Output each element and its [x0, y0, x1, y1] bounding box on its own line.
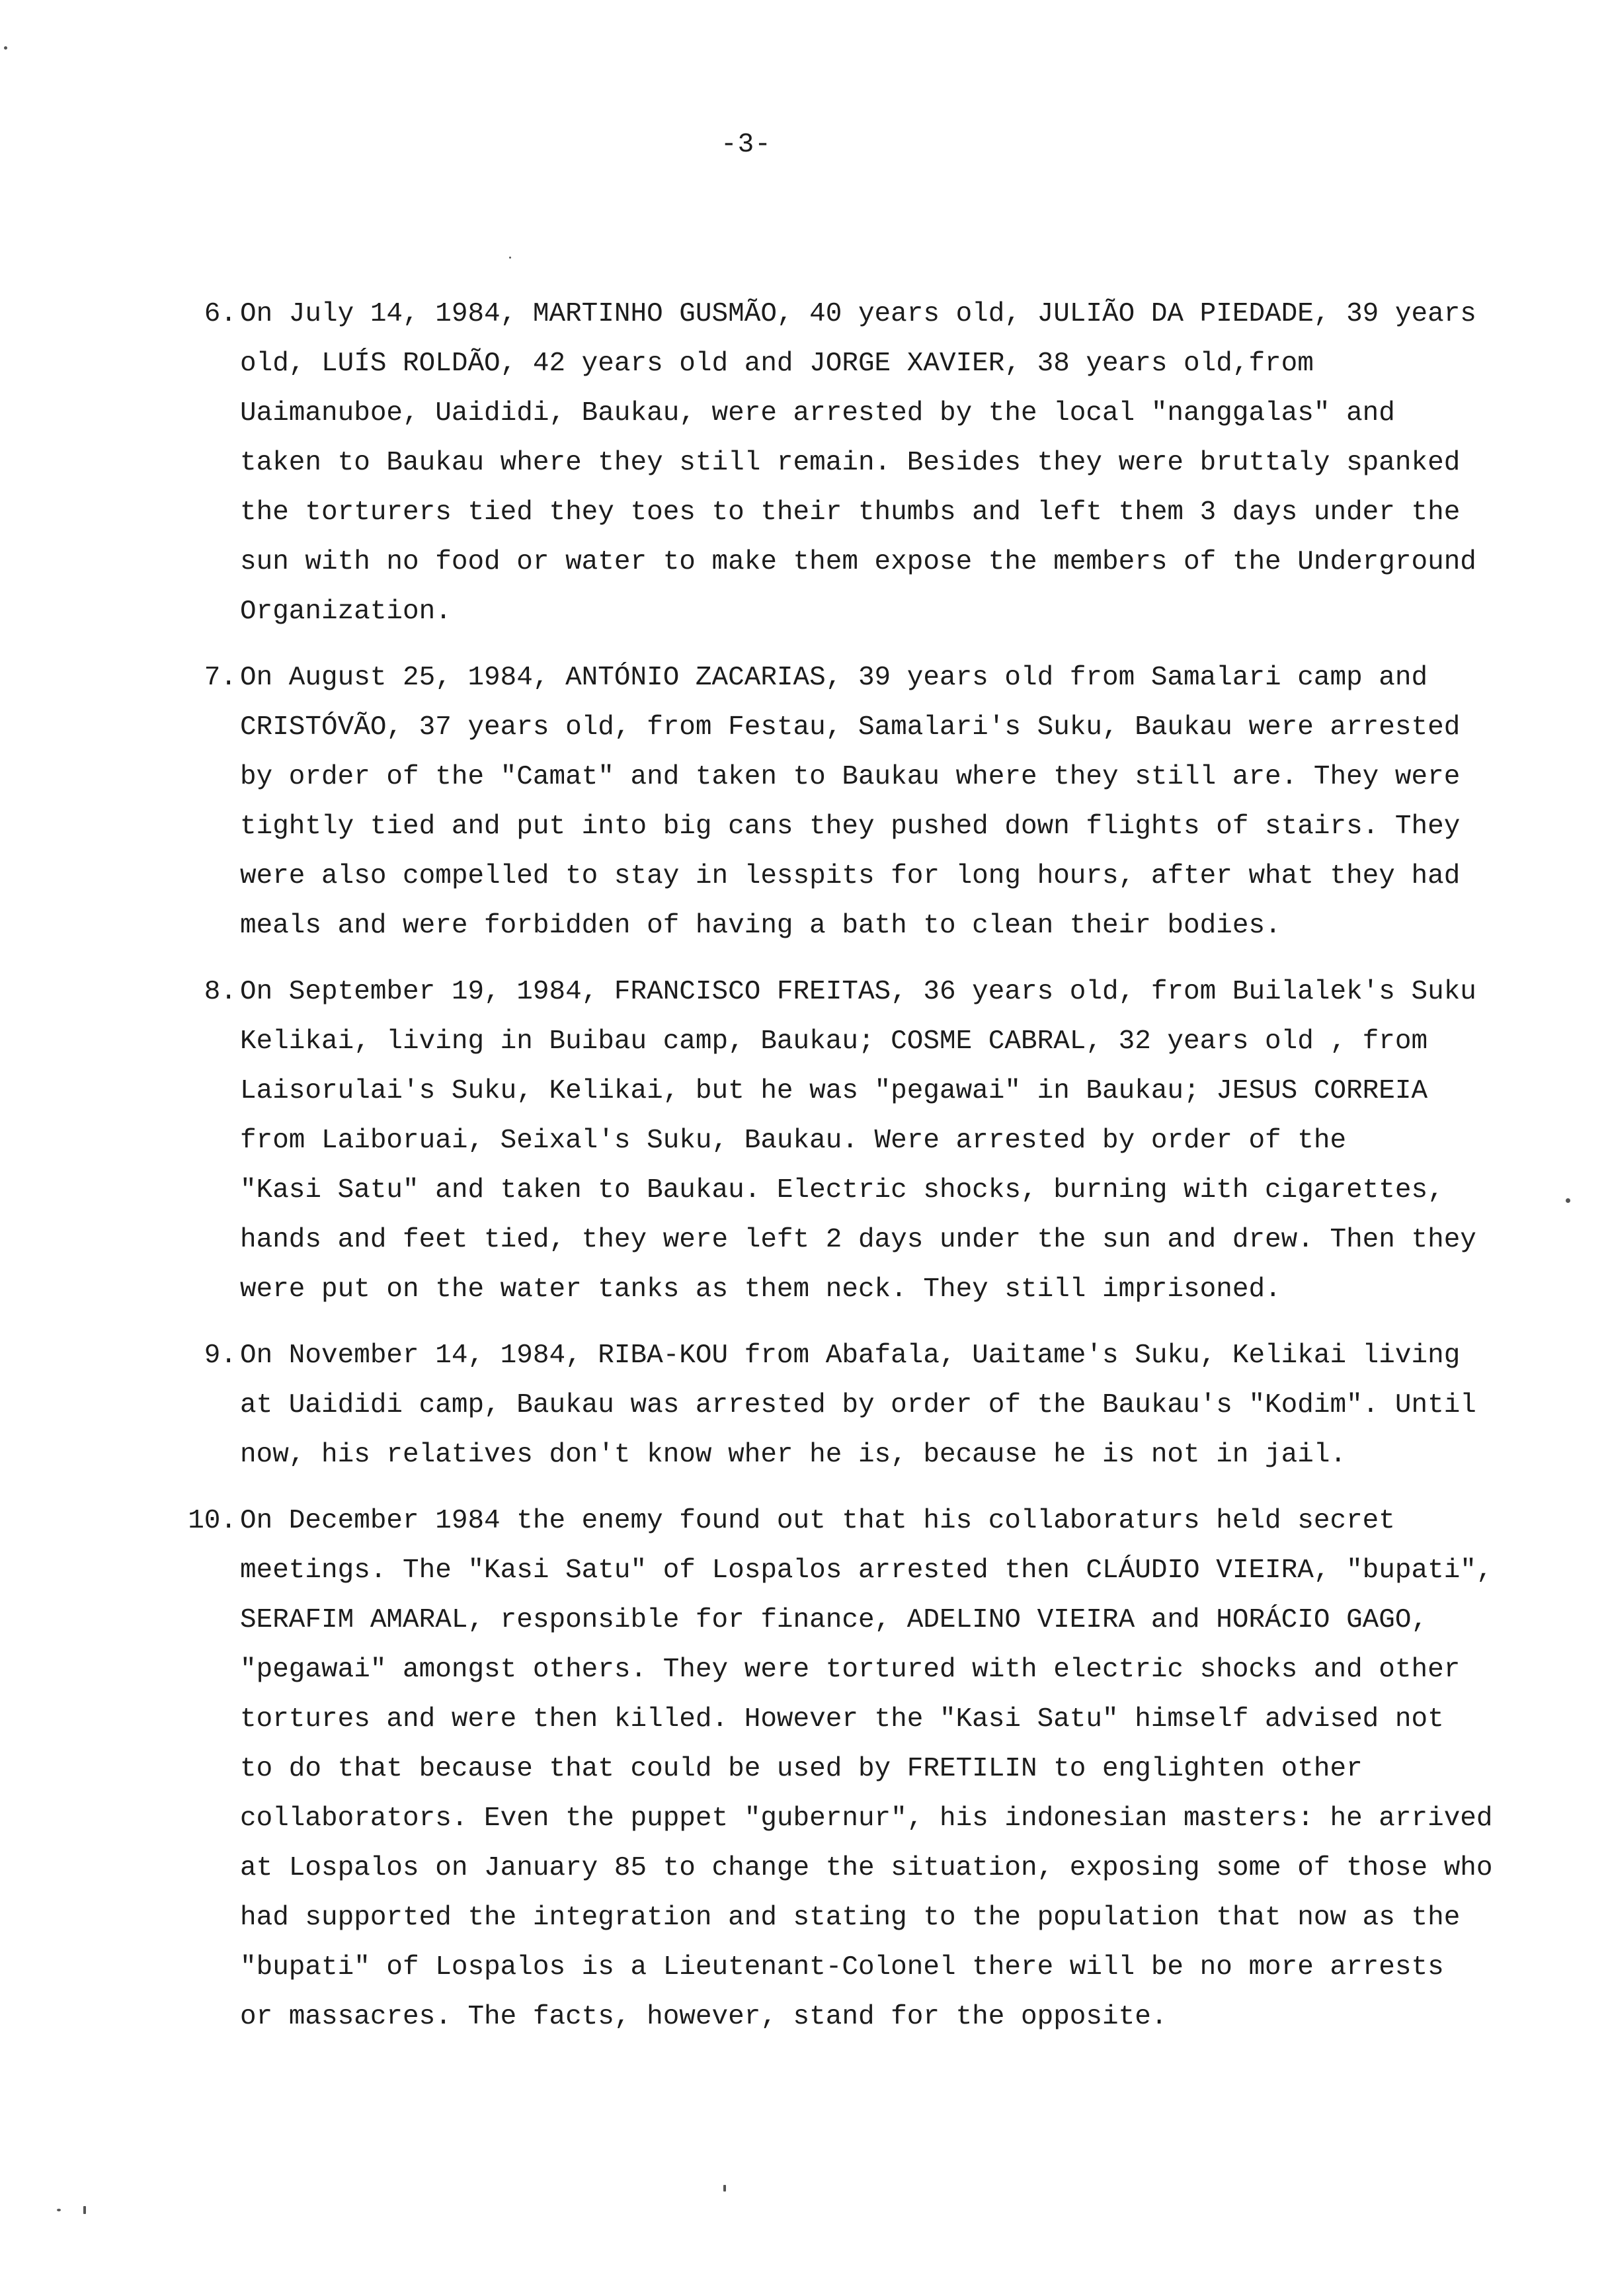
text-line: now, his relatives don't know wher he is, because he is not in jail.	[240, 1440, 1347, 1470]
item-number: 8.	[204, 977, 237, 1007]
text-line: old, LUÍS ROLDÃO, 42 years old and JORGE XAVIER, 38 years old,from	[240, 348, 1314, 379]
text-line: Organization.	[240, 596, 452, 627]
list-item-9	[171, 1331, 1546, 1480]
text-line: On November 14, 1984, RIBA-KOU from Abafala, Uaitame's Suku, Kelikai living	[240, 1340, 1461, 1371]
scan-speck	[509, 257, 511, 259]
text-line: hands and feet tied, they were left 2 days under the sun and drew. Then they	[240, 1225, 1476, 1255]
text-line: meetings. The "Kasi Satu" of Lospalos arrested then CLÁUDIO VIEIRA, "bupati",	[240, 1555, 1493, 1586]
list-item-7	[171, 653, 1546, 951]
text-line: by order of the "Camat" and taken to Baukau where they still are. They were	[240, 762, 1461, 792]
text-line: Laisorulai's Suku, Kelikai, but he was "pegawai" in Baukau; JESUS CORREIA	[240, 1076, 1428, 1106]
text-line: from Laiboruai, Seixal's Suku, Baukau. Were arrested by order of the	[240, 1126, 1347, 1156]
text-line: at Lospalos on January 85 to change the situation, exposing some of those who	[240, 1853, 1493, 1883]
text-line: at Uaididi camp, Baukau was arrested by order of the Baukau's "Kodim". Until	[240, 1390, 1476, 1420]
text-line: collaborators. Even the puppet "gubernur", his indonesian masters: he arrived	[240, 1803, 1493, 1834]
scan-speck	[57, 2209, 61, 2211]
text-line: sun with no food or water to make them expose the members of the Underground	[240, 547, 1476, 577]
text-line: Kelikai, living in Buibau camp, Baukau; COSME CABRAL, 32 years old , from	[240, 1026, 1428, 1057]
text-line: SERAFIM AMARAL, responsible for finance, ADELINO VIEIRA and HORÁCIO GAGO,	[240, 1605, 1428, 1635]
item-text	[240, 1496, 1546, 2042]
item-number: 10.	[188, 1506, 237, 1536]
item-text	[240, 290, 1546, 637]
scan-speck	[83, 2206, 86, 2214]
text-line: were also compelled to stay in lesspits for long hours, after what they had	[240, 861, 1461, 891]
text-line: CRISTÓVÃO, 37 years old, from Festau, Samalari's Suku, Baukau were arrested	[240, 712, 1461, 743]
item-text	[240, 1331, 1546, 1480]
text-line: On December 1984 the enemy found out that his collaboraturs held secret	[240, 1506, 1395, 1536]
text-line: taken to Baukau where they still remain. Besides they were bruttaly spanked	[240, 448, 1461, 478]
item-text	[240, 967, 1546, 1315]
scan-speck	[4, 46, 7, 50]
text-line: the torturers tied they toes to their thumbs and left them 3 days under the	[240, 497, 1461, 528]
page-number: -3-	[721, 130, 772, 160]
list-item-6	[171, 290, 1546, 637]
item-number: 9.	[204, 1340, 237, 1371]
scan-speck	[723, 2185, 726, 2192]
text-line: or massacres. The facts, however, stand for the opposite.	[240, 2002, 1168, 2032]
item-number: 7.	[204, 663, 237, 693]
list-item-8	[171, 967, 1546, 1315]
text-line: tortures and were then killed. However the "Kasi Satu" himself advised not	[240, 1704, 1444, 1735]
text-line: meals and were forbidden of having a bath to clean their bodies.	[240, 911, 1281, 941]
list-item-10	[171, 1496, 1546, 2042]
text-line: "bupati" of Lospalos is a Lieutenant-Colonel there will be no more arrests	[240, 1952, 1444, 1983]
text-line: On July 14, 1984, MARTINHO GUSMÃO, 40 years old, JULIÃO DA PIEDADE, 39 years	[240, 299, 1476, 329]
numbered-list	[171, 290, 1546, 2059]
text-line: were put on the water tanks as them neck. They still imprisoned.	[240, 1274, 1281, 1305]
text-line: had supported the integration and stating to the population that now as the	[240, 1903, 1461, 1933]
text-line: "pegawai" amongst others. They were tortured with electric shocks and other	[240, 1655, 1461, 1685]
text-line: On September 19, 1984, FRANCISCO FREITAS, 36 years old, from Builalek's Suku	[240, 977, 1476, 1007]
item-text	[240, 653, 1546, 951]
scan-speck	[1566, 1198, 1570, 1203]
text-line: On August 25, 1984, ANTÓNIO ZACARIAS, 39 years old from Samalari camp and	[240, 663, 1428, 693]
item-number: 6.	[204, 299, 237, 329]
text-line: "Kasi Satu" and taken to Baukau. Electric shocks, burning with cigarettes,	[240, 1175, 1444, 1206]
text-line: Uaimanuboe, Uaididi, Baukau, were arrested by the local "nanggalas" and	[240, 398, 1395, 429]
text-line: to do that because that could be used by FRETILIN to englighten other	[240, 1754, 1363, 1784]
text-line: tightly tied and put into big cans they pushed down flights of stairs. They	[240, 811, 1461, 842]
